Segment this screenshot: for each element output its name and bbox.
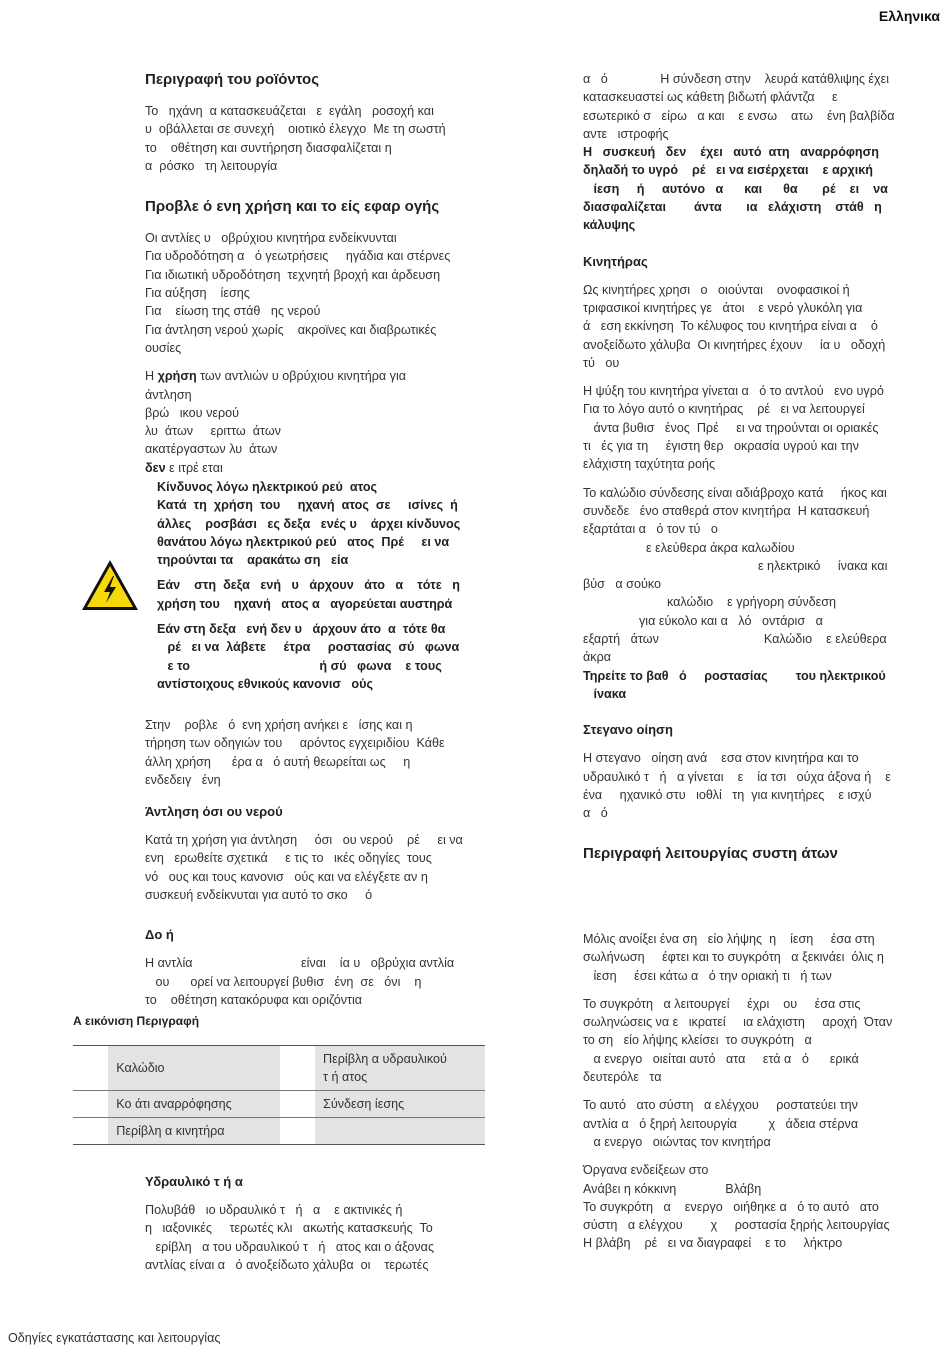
table-row bbox=[73, 1118, 485, 1145]
text-line: ακατέργαστων λυ άτων bbox=[145, 442, 278, 457]
right-column-lower bbox=[583, 930, 918, 1253]
text-line: Η ψύξη του κινητήρα γίνεται α ό το αντλού ενο υγρό bbox=[583, 384, 884, 399]
text-line: άντα βυθισ ένος Πρέ ει να τηρούνται οι οριακές bbox=[583, 420, 879, 435]
text-line: ελάχιστη ταχύτητα ροής bbox=[583, 457, 716, 472]
left-column bbox=[145, 70, 490, 477]
text-line: λυ άτων εριττω άτων bbox=[145, 424, 281, 439]
text-line: σύστη α ελέγχου χ ροστασία ξηρής λειτουργίας bbox=[583, 1218, 890, 1233]
text-line: ε ηλεκτρικό ίνακα και bbox=[583, 558, 888, 573]
table-spacer bbox=[280, 1118, 315, 1145]
table-row bbox=[73, 1091, 485, 1118]
table-caption: Α εικόνιση Περιγραφή bbox=[73, 1014, 200, 1028]
text-line: ίνακα bbox=[583, 686, 627, 701]
text-line: Στην ροβλε ό ενη χρήση ανήκει ε ίσης και η bbox=[145, 718, 413, 732]
table-cell: Σύνδεση ίεσης bbox=[315, 1091, 485, 1118]
warning-pool bbox=[157, 576, 472, 613]
text-line: Για ιδιωτική υδροδότηση τεχνητή βροχή και άρδευση bbox=[145, 267, 441, 282]
table-spacer bbox=[73, 1091, 108, 1118]
text-line: Για είωση της στάθ ης νερού bbox=[145, 304, 321, 319]
text-line: αντε ιστροφής bbox=[583, 126, 669, 141]
usage-suffix: των αντλιών υ οβρύχιου κινητήρα για bbox=[196, 369, 407, 384]
text-line: Κίνδυνος λόγω ηλεκτρικού ρεύ ατος bbox=[157, 480, 378, 494]
paragraph-cable bbox=[583, 484, 918, 667]
text-line: Η στεγανο οίηση ανά εσα στον κινητήρα και το bbox=[583, 751, 859, 766]
paragraph-discharge bbox=[583, 70, 918, 143]
text-line: η ιαξονικές τερωτές κλι ακωτής κατασκευής Το bbox=[145, 1221, 433, 1236]
text-line: το ση είο λήψης κλείσει το συγκρότη α bbox=[583, 1033, 812, 1048]
text-line: κατασκευαστεί ως κάθετη βιδωτή φλάντζα ε bbox=[583, 90, 838, 105]
text-line: τηρούνται τα αρακάτω ση εία bbox=[157, 553, 349, 568]
table-spacer bbox=[73, 1046, 108, 1091]
text-line: αντίστοιχους εθνικούς κανονισ ούς bbox=[157, 676, 373, 691]
heading-hydraulic: Υδραυλικό τ ή α bbox=[145, 1174, 243, 1189]
text-line: υ οβάλλεται σε συνεχή οιοτικό έλεγχο Με τη σωστή bbox=[145, 122, 446, 137]
text-line: ου ορεί να λειτουργεί βυθισ ένη σε όνι η bbox=[145, 974, 422, 989]
paragraph-drinking-water bbox=[145, 831, 490, 904]
text-line: ενη ερωθείτε σχετικά ε τις το ικές οδηγίες τους bbox=[145, 851, 432, 866]
text-line: θανάτου λόγω ηλεκτρικού ρεύ ατος Πρέ ει να bbox=[157, 534, 450, 549]
paragraph-system-2 bbox=[583, 995, 918, 1086]
paragraph-seal bbox=[583, 749, 918, 822]
text-line: τήρηση των οδηγιών του αρόντος εγχειριδίου Κάθε bbox=[145, 736, 445, 751]
text-line: δηλαδή το υγρό ρέ ει να εισέρχεται ε αρχική bbox=[583, 163, 873, 178]
paragraph-cable-bold bbox=[583, 667, 918, 704]
text-line: αντλίας είναι α ό ανοξείδωτο χάλυβα οι τερωτές bbox=[145, 1257, 429, 1272]
text-line: συσκευή ενδείκνυται για αυτό το σκο ό bbox=[145, 888, 373, 903]
text-line: ίεση έσει κάτω α ό την οριακή τι ή των bbox=[583, 968, 832, 983]
text-line: Όργανα ενδείξεων στο bbox=[583, 1163, 709, 1178]
text-line: εξαρτή άτων Καλώδιο ε ελεύθερα bbox=[583, 632, 887, 647]
text-line: Κατά τη χρήση για άντληση όσι ου νερού ρέ ει να bbox=[145, 833, 463, 848]
text-line: καλώδιο ε γρήγορη σύνδεση bbox=[583, 595, 837, 610]
text-line: εξαρτάται α ό τον τύ ο bbox=[583, 522, 718, 537]
text-line: το οθέτηση και συντήρηση διασφαλίζεται η bbox=[145, 140, 392, 155]
text-line: διασφαλίζεται άντα ια ελάχιστη στάθ η bbox=[583, 200, 882, 215]
text-line: ά εση εκκίνηση Το κέλυφος του κινητήρα είναι α ό bbox=[583, 319, 878, 334]
table-cell: Καλώδιο bbox=[108, 1046, 280, 1091]
language-label: Ελληνικα bbox=[878, 8, 940, 24]
heading-drinking-water: Άντληση όσι ου νερού bbox=[145, 804, 283, 820]
text-line: συνδεδε ένο σταθερά στον κινητήρα Η κατασκευή bbox=[583, 503, 870, 518]
usage-lines bbox=[145, 386, 490, 459]
table-cell: Περίβλη α κινητήρα bbox=[108, 1118, 280, 1145]
text-line: Για το λόγο αυτό ο κινητήρας ρέ ει να λειτουργεί bbox=[583, 402, 865, 417]
paragraph-usage bbox=[145, 367, 490, 477]
text-line: άλλες ροσβάσι ες δεξα ενές υ άρχει κίνδυνος bbox=[157, 516, 461, 531]
text-line: σωληνώσεις να ε ικρατεί ια ελάχιστη αροχή Όταν bbox=[583, 1015, 893, 1030]
text-line: βρώ ικου νερού bbox=[145, 405, 240, 420]
table-spacer bbox=[280, 1091, 315, 1118]
text-line: Πολυβάθ ιο υδραυλικό τ ή α ε ακτινικές ή bbox=[145, 1203, 403, 1217]
text-line: Εάν στη δεξα ενή υ άρχουν άτο α τότε η bbox=[157, 578, 460, 593]
paragraph-system-1 bbox=[583, 930, 918, 985]
warning-electric bbox=[157, 478, 472, 569]
text-line: άκρα bbox=[583, 650, 612, 665]
text-line: Για υδροδότηση α ό γεωτρήσεις ηγάδια και στέρνες bbox=[145, 249, 451, 264]
paragraph-product bbox=[145, 102, 490, 175]
left-column-lower bbox=[145, 716, 490, 1009]
text-line: ένα ηχανικό στυ ιοθλί τη για κινητήρες ε ισχύ bbox=[583, 787, 872, 802]
text-line: Μόλις ανοίξει ένα ση είο λήψης η ίεση έσα στη bbox=[583, 932, 875, 946]
paragraph-system-3 bbox=[583, 1096, 918, 1151]
text-line: άντληση bbox=[145, 387, 192, 402]
text-line: εσωτερικό σ είρω α και ε ενσω ατω ένη βαλβίδα bbox=[583, 108, 895, 123]
text-line: κάλυψης bbox=[583, 218, 636, 233]
text-line: Το καλώδιο σύνδεσης είναι αδιάβροχο κατά ήκος και bbox=[583, 485, 887, 500]
paragraph-intended bbox=[145, 716, 490, 789]
text-line: χρήση του ηχανή ατος α αγορεύεται αυστηρά bbox=[157, 596, 453, 611]
table-spacer bbox=[280, 1046, 315, 1091]
text-line: τι ές για τη έγιστη θερ οκρασία υγρού και την bbox=[583, 439, 859, 454]
text-line: α ενεργο οιώντας τον κινητήρα bbox=[583, 1134, 771, 1149]
heading-seal: Στεγανο οίηση bbox=[583, 722, 673, 738]
text-line: Ανάβει η κόκκινη Βλάβη bbox=[583, 1181, 762, 1196]
text-line: Οι αντλίες υ οβρύχιου κινητήρα ενδείκνυνται bbox=[145, 231, 397, 246]
table-row bbox=[73, 1046, 485, 1091]
text-line: Η συσκευή δεν έχει αυτό ατη αναρρόφηση bbox=[583, 145, 879, 160]
warning-protection bbox=[157, 620, 472, 693]
text-line: α ό bbox=[583, 806, 608, 821]
heading-product-description: Περιγραφή του ροϊόντος bbox=[145, 71, 319, 88]
usage-last: ε ιτρέ εται bbox=[165, 460, 223, 475]
paragraph-system-4 bbox=[583, 1161, 918, 1252]
text-line: Τηρείτε το βαθ ό ροστασίας του ηλεκτρικού bbox=[583, 668, 886, 683]
text-line: α ρόσκο τη λειτουργία bbox=[145, 158, 278, 173]
text-line: ερίβλη α του υδραυλικού τ ή ατος και ο άξονας bbox=[145, 1239, 435, 1254]
text-line: Για αύξηση ίεσης bbox=[145, 286, 250, 301]
paragraph-structure bbox=[145, 954, 490, 1009]
paragraph-priming-bold bbox=[583, 143, 918, 234]
text-line: Η αντλία είναι ία υ οβρύχια αντλία bbox=[145, 956, 455, 971]
text-line: αντλία α ό ξηρή λειτουργία χ άδεια στέρνα bbox=[583, 1116, 859, 1131]
text-line: Η βλάβη ρέ ει να διαγραφεί ε το λήκτρο bbox=[583, 1236, 843, 1251]
footer-text: Οδηγίες εγκατάστασης και λειτουργίας bbox=[8, 1331, 221, 1345]
text-line: Ως κινητήρες χρησι ο οιούνται ονοφασικοί ή bbox=[583, 282, 850, 297]
usage-prefix: Η bbox=[145, 369, 158, 384]
heading-structure: Δο ή bbox=[145, 927, 174, 943]
text-line: Κατά τη χρήση του ηχανή ατος σε ισίνες ή bbox=[157, 498, 458, 513]
text-line: Εάν στη δεξα ενή δεν υ άρχουν άτο α τότε θα bbox=[157, 622, 446, 637]
text-line: ε το ή σύ φωνα ε τους bbox=[157, 658, 442, 673]
heading-intended-use: Προβλε ό ενη χρήση και το είς εφαρ ογής bbox=[145, 198, 440, 216]
text-line: α ενεργο οιείται αυτό ατα ετά α ό ερικά bbox=[583, 1051, 859, 1066]
text-line: ίεση ή αυτόνο α και θα ρέ ει να bbox=[583, 181, 888, 196]
electric-hazard-icon bbox=[80, 558, 140, 612]
right-column bbox=[583, 70, 918, 864]
left-column-hydraulic bbox=[145, 1173, 490, 1274]
table-cell: Κο άτι αναρρόφησης bbox=[108, 1091, 280, 1118]
paragraph-motor-2 bbox=[583, 382, 918, 473]
text-line: τριφασικοί κινητήρες γε άτοι ε νερό γλυκόλη για bbox=[583, 300, 863, 315]
text-line: για εύκολο και α λό οντάρισ α bbox=[583, 613, 823, 628]
text-line: Το συγκρότη α ενεργο οιήθηκε α ό το αυτό ατο bbox=[583, 1199, 879, 1214]
text-line: ενδεδειγ ένη bbox=[145, 772, 221, 787]
text-line: Το αυτό ατο σύστη α ελέγχου ροστατεύει την bbox=[583, 1098, 858, 1113]
text-line: νό ους και τους κανονισ ούς και να ελέγξετε αν η bbox=[145, 869, 428, 884]
heading-motor: Κινητήρας bbox=[583, 253, 648, 269]
text-line: ουσίες bbox=[145, 340, 182, 355]
paragraph-hydraulic bbox=[145, 1201, 490, 1274]
text-line: βύσ α σούκο bbox=[583, 577, 661, 592]
text-line: τύ ου bbox=[583, 355, 620, 370]
text-line: ρέ ει να λάβετε έτρα ροστασίας σύ φωνα bbox=[157, 640, 460, 655]
usage-bold: χρήση bbox=[157, 369, 197, 384]
text-line: Για άντληση νερού χωρίς ακροϊνες και διαβρωτικές bbox=[145, 322, 437, 337]
text-line: Το ηχάνη α κατασκευάζεται ε εγάλη ροσοχή και bbox=[145, 104, 434, 118]
text-line: α ό Η σύνδεση στην λευρά κατάθλιψης έχει bbox=[583, 72, 890, 86]
text-line: σωλήνωση έφτει και το συγκρότη α ξεκινάει όλις η bbox=[583, 950, 884, 965]
text-line: δευτερόλε τα bbox=[583, 1070, 662, 1085]
table-cell bbox=[315, 1118, 485, 1145]
text-line: ανοξείδωτο χάλυβα Οι κινητήρες έχουν ία υ οδοχή bbox=[583, 337, 886, 352]
heading-system-description: Περιγραφή λειτουργίας συστη άτων bbox=[583, 845, 838, 863]
text-line: Το συγκρότη α λειτουργεί έχρι ου έσα στις bbox=[583, 996, 861, 1011]
text-line: το οθέτηση κατακόρυφα και οριζόντια bbox=[145, 992, 363, 1007]
usage-last-bold: δεν bbox=[145, 460, 166, 475]
table-cell: Περίβλη α υδραυλικού τ ή ατος bbox=[315, 1046, 485, 1091]
parts-table bbox=[73, 1045, 485, 1145]
text-line: άλλη χρήση έρα α ό αυτή θεωρείται ως η bbox=[145, 754, 411, 769]
paragraph-motor-1 bbox=[583, 281, 918, 372]
table-spacer bbox=[73, 1118, 108, 1145]
text-line: υδραυλικό τ ή α γίνεται ε ία τσι ούχα άξονα ή ε bbox=[583, 769, 891, 784]
warning-box bbox=[157, 478, 472, 693]
text-line: ε ελεύθερα άκρα καλωδίου bbox=[583, 540, 795, 555]
paragraph-use bbox=[145, 229, 490, 357]
